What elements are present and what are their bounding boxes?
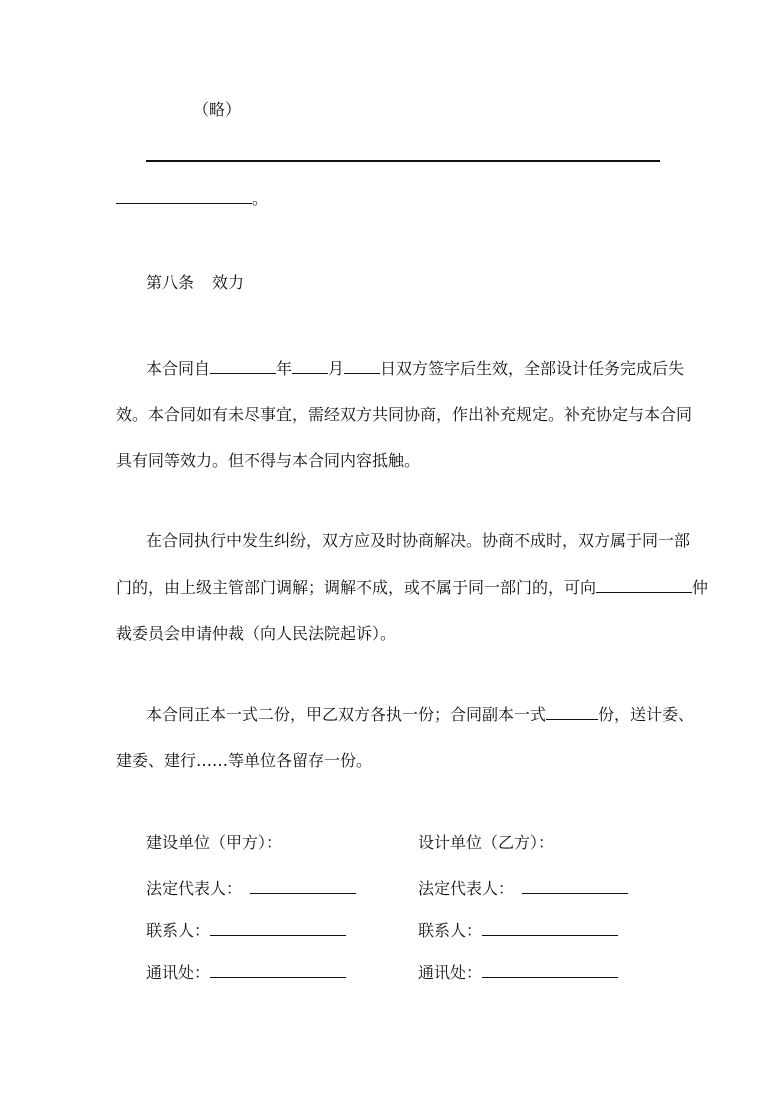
fill-line-end — [116, 188, 268, 209]
party-a-contact: 联系人： — [146, 920, 346, 941]
party-a-rep: 法定代表人： — [146, 878, 356, 899]
omitted-note: （略） — [193, 100, 242, 119]
party-b-unit: 设计单位（乙方）： — [418, 833, 555, 852]
article-heading — [146, 273, 244, 293]
party-b-address: 通讯处： — [418, 962, 618, 983]
blank-day — [344, 358, 380, 374]
blank-rep-b — [522, 878, 628, 894]
article-number: 第八条 — [146, 273, 195, 292]
party-a-address: 通讯处： — [146, 962, 346, 983]
party-b-rep: 法定代表人： — [418, 878, 628, 899]
fill-line-full — [146, 160, 660, 162]
blank-arbitration — [596, 577, 692, 593]
period-mark: 。 — [252, 189, 269, 208]
blank-address-a — [210, 962, 346, 978]
paragraph-dispute: 在合同执行中发生纠纷，双方应及时协商解决。协商不成时，双方属于同一部 门的，由上级主管部门调解；调解不成，或不属于同一部门的，可向 仲 裁委员会申请仲裁（向人民法院起诉）。 — [116, 531, 709, 643]
article-title: 效力 — [212, 273, 245, 292]
blank-year — [210, 358, 276, 374]
party-a-unit: 建设单位（甲方）： — [146, 833, 283, 852]
blank — [116, 188, 252, 204]
blank-contact-b — [482, 920, 618, 936]
blank-contact-a — [210, 920, 346, 936]
party-b-contact: 联系人： — [418, 920, 618, 941]
paragraph-effect: 本合同自 年 月 日双方签字后生效，全部设计任务完成后失 效。本合同如有未尽事宜，需经双方共同协商，作出补充规定。补充协定与本合同 具有同等效力。但不得与本合同内容抵触。 — [116, 359, 693, 470]
blank-address-b — [482, 962, 618, 978]
paragraph-copies: 本合同正本一式二份，甲乙双方各执一份；合同副本一式 份，送计委、 建委、建行……等单位各留存一份。 — [116, 705, 695, 770]
blank-copies — [546, 704, 598, 720]
blank-month — [292, 358, 328, 374]
blank-rep-a — [250, 878, 356, 894]
